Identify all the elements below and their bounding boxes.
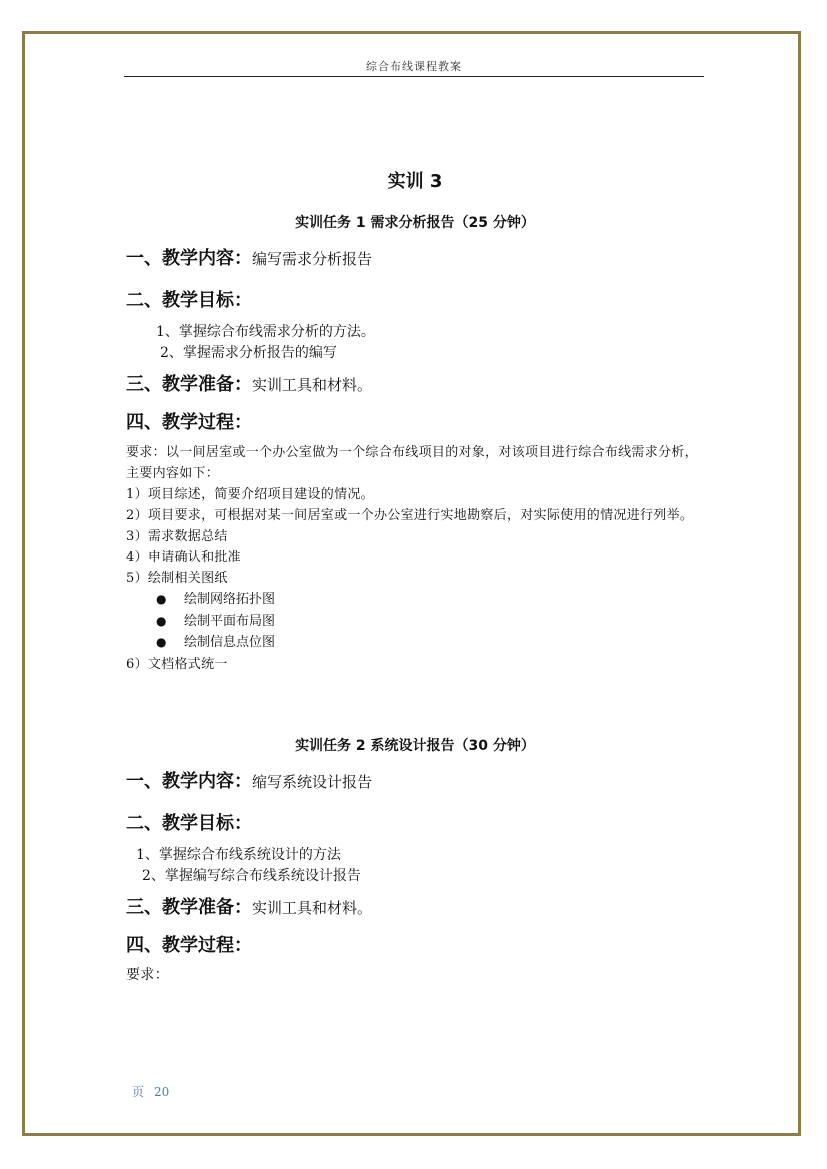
section-heading: 四、教学过程： (126, 412, 252, 433)
section-heading: 二、教学目标： (126, 812, 252, 834)
section-text: 编写需求分析报告 (252, 250, 373, 268)
task-1-section-goals (126, 290, 704, 312)
section-heading: 四、教学过程： (126, 934, 252, 956)
section-text: 缩写系统设计报告 (252, 772, 373, 791)
section-heading: 一、教学内容： (126, 770, 252, 792)
goal-item: 1、掌握综合布线需求分析的方法。 (156, 324, 375, 340)
list-item: ● 绘制网络拓扑图 (156, 589, 704, 611)
goal-item: 2、掌握编写综合布线系统设计报告 (142, 867, 361, 884)
section-heading: 三、教学准备： (126, 896, 252, 918)
document-title: 实训 3 (387, 171, 443, 192)
header-rule (124, 76, 704, 77)
task-1-section-content (126, 248, 704, 270)
task-2-section-content (126, 771, 704, 793)
task-2-section-process (126, 935, 704, 957)
process-item: 6）文档格式统一 (126, 656, 228, 672)
list-item: ● 绘制信息点位图 (156, 632, 704, 654)
page-footer (132, 1083, 179, 1100)
task-1-section-process (126, 412, 704, 434)
process-item: 4）申请确认和批准 (126, 550, 241, 565)
goal-item: 1、掌握综合布线系统设计的方法 (136, 846, 341, 863)
goal-item: 2、掌握需求分析报告的编写 (160, 345, 337, 361)
process-item: 5）绘制相关图纸 (126, 571, 228, 586)
task-1-section-prep (126, 374, 704, 396)
page-label: 页 (132, 1085, 145, 1099)
list-item: ● 绘制平面布局图 (156, 611, 704, 633)
document-body (126, 166, 704, 986)
section-text: 实训工具和材料。 (252, 376, 373, 394)
process-item: 1）项目综述，简要介绍项目建设的情况。 (126, 487, 374, 502)
section-heading: 一、教学内容： (126, 248, 252, 269)
section-heading: 二、教学目标： (126, 290, 252, 311)
process-item: 3）需求数据总结 (126, 529, 228, 544)
process-requirement: 要求：以一间居室或一个办公室做为一个综合布线项目的对象，对该项目进行综合布线需求分析，主要内容如下： (126, 445, 698, 481)
task-2-title: 实训任务 2 系统设计报告（30 分钟） (295, 737, 535, 754)
process-requirement: 要求： (126, 966, 169, 983)
task-2-section-prep (126, 897, 704, 919)
page-header: 综合布线课程教案 (366, 60, 462, 73)
task-2-section-goals (126, 813, 704, 835)
section-heading: 三、教学准备： (126, 374, 252, 395)
page-number: 20 (154, 1085, 170, 1099)
task-1-title: 实训任务 1 需求分析报告（25 分钟） (295, 215, 535, 231)
process-item: 2）项目要求，可根据对某一间居室或一个办公室进行实地勘察后，对实际使用的情况进行列举。 (126, 508, 694, 523)
drawing-list (126, 589, 704, 654)
section-text: 实训工具和材料。 (252, 898, 373, 917)
